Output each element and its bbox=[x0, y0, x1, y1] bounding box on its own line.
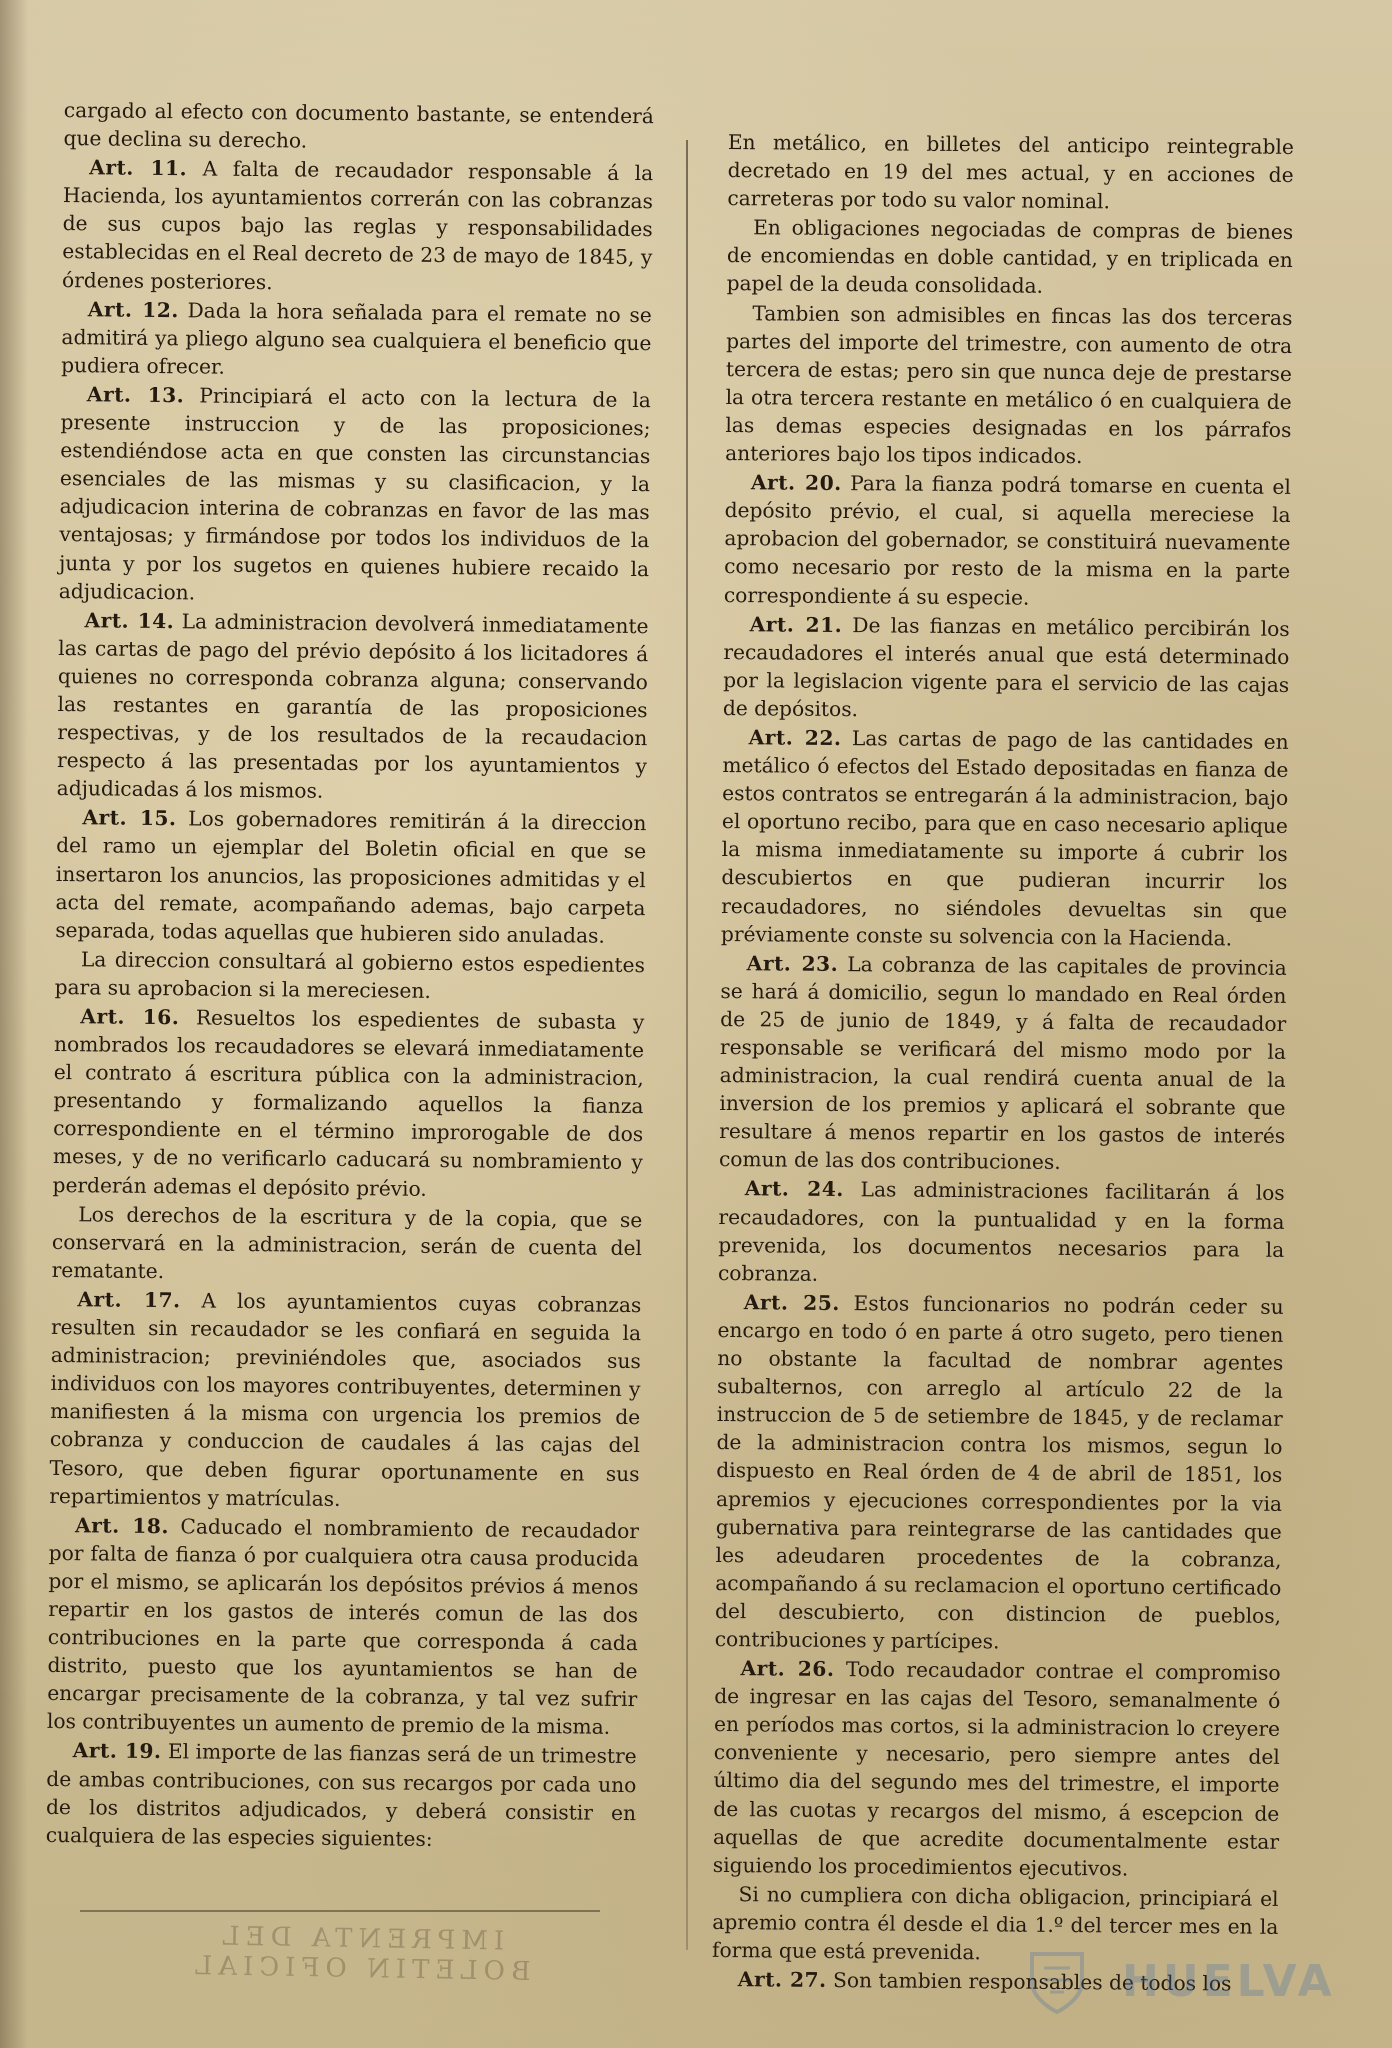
watermark-text: HUELVA bbox=[1122, 1956, 1336, 2007]
article-number: Art. 19. bbox=[72, 1738, 162, 1764]
paragraph-text: Tambien son admisibles en fincas las dos terceras partes del importe del trimestre, con aumento de otra tercera de estas; pero sin que nunca deje de prestarse la otra tercera restante en metálico ó en cualquiera de las demas especies designadas en los párrafos anteriores bajo los tipos indicados. bbox=[725, 300, 1293, 469]
article-number: Art. 14. bbox=[84, 607, 175, 633]
paragraph-text: Estos funcionarios no podrán ceder su encargo en todo ó en parte á otro sugeto, pero tienen no obstante la facultad de nombrar agentes subalternos, con arreglo al artículo 22 de la instruccion de 5 de setiembre de 1845, y de reclamar de la administracion contra los mismos, segun lo dispuesto en Real órden de 4 de abril de 1851, los apremios y ejecuciones correspondientes por la via gubernativa para reintegrarse de las cantidades que les adeudaren procedentes de la cobranza, acompañando á su reclamacion el oportuno certificado del descubierto, con distincion de pueblos, contribuciones y partícipes. bbox=[714, 1290, 1284, 1654]
paragraph-text: Los gobernadores remitirán á la direccion del ramo un ejemplar del Boletin oficial en que se insertaron los anuncios, las proposiciones admitidas y el acta del remate, acompañando ademas, bajo carpeta separada, todas aquellas que hubieren sido anuladas. bbox=[55, 806, 647, 948]
left-paragraph bbox=[55, 945, 646, 1007]
article-number: Art. 11. bbox=[89, 155, 188, 181]
archive-watermark bbox=[992, 1948, 1336, 2018]
paragraph-text: Los derechos de la escritura y de la copia, que se conservará en la administracion, serán de cuenta del rematante. bbox=[51, 1201, 643, 1283]
paragraph-text: El importe de las fianzas será de un trimestre de ambas contribuciones, con sus recargos por cada uno de los distritos adjudicados, y deberá consistir en cualquiera de las especies siguientes: bbox=[45, 1739, 637, 1851]
article-number: Art. 24. bbox=[744, 1176, 844, 1202]
article-number: Art. 20. bbox=[750, 470, 842, 496]
paragraph-text: La cobranza de las capitales de provincia se hará á domicilio, segun lo mandado en Real órden de 25 de junio de 1849, y á falta de recaudador responsable se verificará del mismo modo por la administracion, la cual rendirá cuenta anual de la inversion de los premios y aplicará el sobrante que resultare á menos repartir en los gastos de interés comun de las dos contribuciones. bbox=[718, 951, 1287, 1175]
right-paragraph bbox=[718, 1174, 1285, 1291]
right-paragraph bbox=[727, 213, 1294, 302]
left-paragraph bbox=[63, 96, 654, 158]
right-paragraph bbox=[723, 610, 1290, 727]
paragraph-text: Son tambien responsables de todos los bbox=[832, 1968, 1232, 1996]
left-paragraph bbox=[61, 295, 652, 385]
left-paragraph bbox=[49, 1285, 641, 1516]
paragraph-text: Las cartas de pago de las cantidades en metálico ó efectos del Estado depositadas en fianza de estos contratos se entregarán á la administracion, bajo el oportuno recibo, para que en caso necesario aplique la misma inmediatamente su importe á cubrir los descubiertos en que pudieran incurrir los recaudadores, no siéndoles devueltas sin que préviamente conste su solvencia con la Hacienda. bbox=[720, 726, 1289, 951]
right-paragraph bbox=[727, 128, 1294, 217]
page-fold-shadow bbox=[0, 0, 28, 2048]
paragraph-text: Resueltos los espedientes de subasta y nombrados los recaudadores se elevará inmediatamente el contrato á escritura pública con la administracion, presentando y formalizando aquellos la fianza correspondiente en el término improrogable de dos meses, y de no verificarlo caducará su nombramiento y perderán ademas el depósito prévio. bbox=[52, 1005, 645, 1201]
left-paragraph bbox=[47, 1511, 639, 1742]
right-paragraph bbox=[713, 1654, 1281, 1884]
article-number: Art. 23. bbox=[746, 950, 839, 976]
paragraph-text: La direccion consultará al gobierno estos espedientes para su aprobacion si la mereciesen. bbox=[54, 947, 646, 1003]
article-number: Art. 17. bbox=[77, 1287, 181, 1313]
article-number: Art. 15. bbox=[82, 805, 177, 831]
column-divider bbox=[686, 140, 688, 1950]
article-number: Art. 25. bbox=[743, 1290, 840, 1315]
left-paragraph bbox=[57, 606, 649, 809]
article-number: Art. 13. bbox=[86, 382, 185, 408]
article-number: Art. 26. bbox=[740, 1656, 835, 1682]
right-paragraph bbox=[721, 723, 1289, 953]
left-paragraph bbox=[59, 380, 651, 611]
paragraph-text: Todo recaudador contrae el compromiso de ingresar en las cajas del Tesoro, semanalmente ó en períodos mas cortos, si la administracion lo creyere conveniente y necesario, pero siempre antes del último dia del segundo mes del trimestre, el importe de las cuotas y recargos del mismo, á escepcion de aquellas de que acredite documentalmente estar siguiendo los procedimientos ejecutivos. bbox=[712, 1657, 1281, 1881]
bleed-through-imprint: IMPRENTA DEL BOLETIN OFICIAL bbox=[188, 1921, 531, 1987]
right-paragraph bbox=[725, 299, 1292, 472]
article-number: Art. 18. bbox=[74, 1512, 170, 1538]
left-paragraph bbox=[52, 1002, 644, 1205]
paragraph-text: Dada la hora señalada para el remate no se admitirá ya pliego alguno sea cualquiera el beneficio que pudiera ofrecer. bbox=[61, 297, 652, 379]
left-paragraph bbox=[55, 803, 646, 950]
paragraph-text: En metálico, en billetes del anticipo reintegrable decretado en 19 del mes actual, y en acciones de carreteras por todo su valor nominal. bbox=[727, 129, 1294, 214]
left-text-column bbox=[46, 96, 654, 1856]
article-number: Art. 16. bbox=[80, 1004, 180, 1030]
paragraph-text: Las administraciones facilitarán á los recaudadores, con la puntualidad y en la forma prevenida, los documentos necesarios para la cobranza. bbox=[717, 1177, 1285, 1286]
left-paragraph bbox=[52, 1200, 643, 1290]
paragraph-text: De las fianzas en metálico percibirán los recaudadores el interés anual que está determinado por la legislacion vigente para el servicio de las cajas de depósitos. bbox=[722, 612, 1290, 722]
paragraph-text: Si no cumpliera con dicha obligacion, principiará el apremio contra él desde el dia 1.º del tercer mes en la forma que está prevenida. bbox=[711, 1881, 1279, 1965]
right-paragraph bbox=[724, 468, 1291, 613]
paragraph-text: La administracion devolverá inmediatamente las cartas de pago del prévio depósito á los licitadores á quienes no corresponda cobranza alguna; conservando las restantes en garantía de las proposiciones respectivas, y de los resultados de la recaudacion respecto á las presentadas por los ayuntamientos y adjudicadas á los mismos. bbox=[56, 608, 649, 804]
paragraph-text: cargado al efecto con documento bastante, se entenderá que declina su derecho. bbox=[63, 97, 654, 153]
article-number: Art. 22. bbox=[748, 725, 842, 750]
article-number: Art. 27. bbox=[737, 1967, 827, 1993]
paragraph-text: En obligaciones negociadas de compras de bienes de encomiendas en doble cantidad, y en triplicada en papel de la deuda consolidada. bbox=[726, 215, 1294, 299]
paragraph-text: Para la fianza podrá tomarse en cuenta el depósito prévio, el cual, si aquella mereciese la aprobacion del gobernador, se constituirá nuevamente como necesario por resto de la misma en la parte correspondiente á su especie. bbox=[723, 471, 1291, 610]
article-number: Art. 12. bbox=[87, 296, 179, 322]
shield-icon bbox=[1012, 1948, 1102, 2018]
left-paragraph bbox=[46, 1736, 637, 1855]
right-text-column bbox=[712, 128, 1294, 1999]
footer-rule bbox=[80, 1910, 600, 1912]
paragraph-text: A los ayuntamientos cuyas cobranzas resulten sin recaudador se les confiará en seguida la administracion; previniéndoles que, asociados sus individuos con los mayores contribuyentes, determinen y manifiesten á la misma con urgencia los premios de cobranza y conduccion de caudales á las cajas del Tesoro, que deben figurar oportunamente en sus repartimientos y matrículas. bbox=[49, 1288, 642, 1511]
paragraph-text: Principiará el acto con la lectura de la presente instruccion y de las proposiciones; estendiéndose acta en que consten las circunstancias esenciales de las mismas y su clasificacion, y la adjudicacion interina de cobranzas en favor de las mas ventajosas; y firmándose por todos los individuos de la junta y por los sugetos en quienes hubiere recaido la adjudicacion. bbox=[58, 383, 651, 604]
right-paragraph bbox=[715, 1288, 1284, 1658]
paragraph-text: Caducado el nombramiento de recaudador por falta de fianza ó por cualquiera otra causa producida por el mismo, se aplicarán los depósitos prévios á menos repartir en los gastos de interés comun de las dos contribuciones en la parte que corresponda á cada distrito, puesto que los ayuntamientos se han de encargar precisamente de la cobranza, y tal vez sufrir los contribuyentes un aumento de premio de la misma. bbox=[46, 1513, 640, 1740]
paragraph-text: A falta de recaudador responsable á la Hacienda, los ayuntamientos correrán con las cobranzas de sus cupos bajo las reglas y responsabilidades establecidas en el Real decreto de 23 de mayo de 1845, y órdenes posteriores. bbox=[61, 156, 654, 294]
left-paragraph bbox=[62, 153, 653, 300]
article-number: Art. 21. bbox=[749, 611, 843, 637]
right-paragraph bbox=[719, 949, 1287, 1179]
